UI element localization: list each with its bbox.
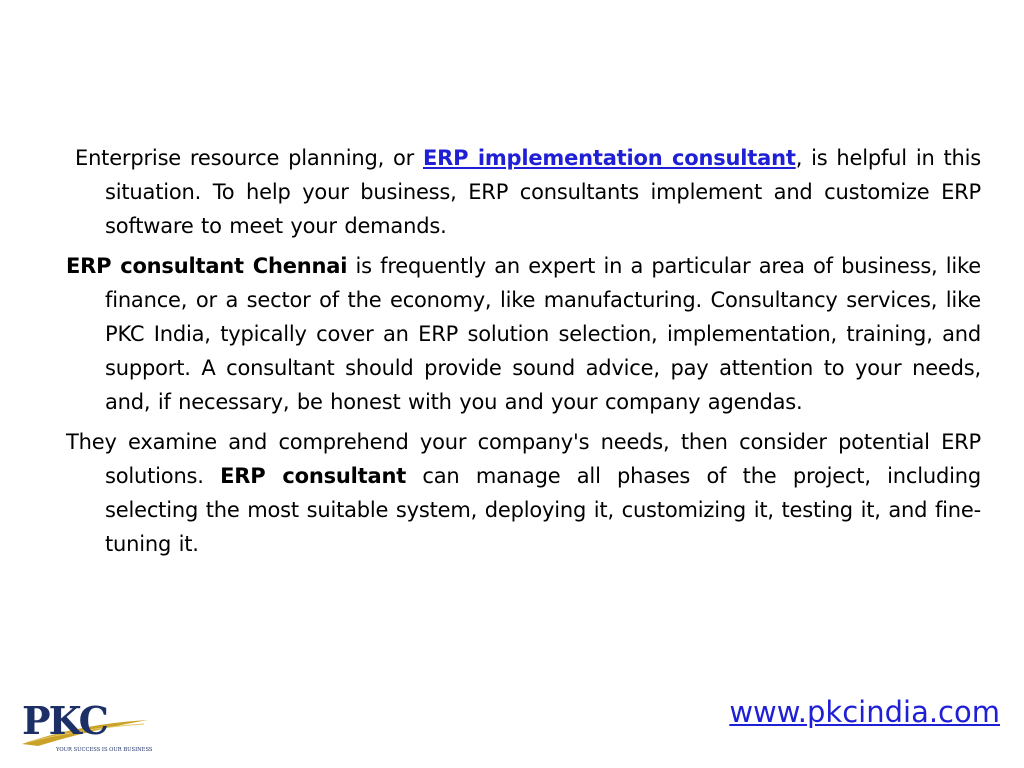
paragraph-2 bbox=[66, 249, 981, 419]
pkc-logo-graphic bbox=[20, 694, 170, 754]
erp-implementation-consultant-link[interactable]: ERP implementation consultant bbox=[422, 146, 796, 170]
paragraph-3-text-a: They examine and comprehend your company's needs, then consider potential ERP solutions. bbox=[66, 430, 981, 488]
paragraph-1-text-a: Enterprise resource planning, or bbox=[75, 146, 423, 170]
paragraph-3-text-b: can manage all phases of the project, including selecting the most suitable system, deploying it, customizing it, testing it, and fine-tuning it. bbox=[105, 464, 981, 556]
logo-wordmark: PKC bbox=[22, 698, 107, 743]
logo-tagline: YOUR SUCCESS IS OUR BUSINESS bbox=[56, 747, 153, 753]
paragraph-3 bbox=[66, 425, 981, 561]
pkc-logo bbox=[20, 694, 170, 754]
erp-consultant-bold: ERP consultant bbox=[220, 464, 407, 488]
paragraph-1-text-b: , is helpful in this situation. To help your business, ERP consultants implement and customize ERP software to meet your demands. bbox=[105, 146, 982, 238]
paragraph-2-text: is frequently an expert in a particular area of business, like finance, or a sector of the economy, like manufacturing. Consultancy services, like PKC India, typically cover an ERP solution selection, implementation, training, and support. A consultant should provide sound advice, pay attention to your needs, and, if necessary, be honest with you and your company agendas. bbox=[105, 254, 981, 414]
paragraph-1 bbox=[66, 141, 981, 243]
body-text bbox=[66, 141, 981, 567]
website-link[interactable]: www.pkcindia.com bbox=[729, 695, 1000, 729]
erp-consultant-chennai-bold: ERP consultant Chennai bbox=[66, 254, 348, 278]
